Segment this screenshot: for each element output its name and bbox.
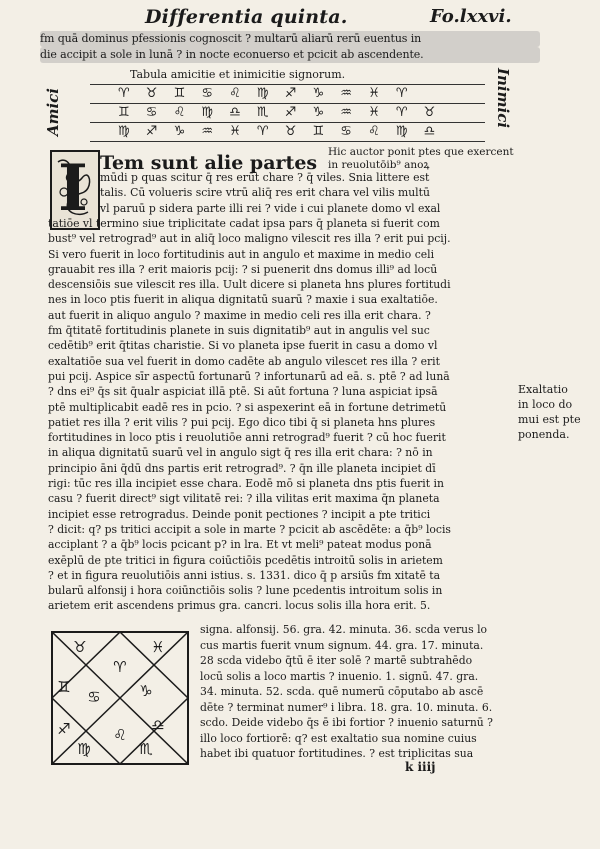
body-line: fm q̄titatē fortitudinis planete in suis dignitatib⁹ aut in angulis vel suc <box>48 324 430 337</box>
horoscope-figure <box>50 630 190 766</box>
body-line: bust⁹ vel retrograd⁹ aut in aliq̄ loco maligno vilescit res illa ? erit pui pcij. <box>48 232 451 246</box>
body-line: incipiet esse retrogradus. Deinde ponit pectiones ? incipit a pte tritici <box>48 507 431 521</box>
chart-text-line: habet ibi quatuor fortitudines. ? est triplicitas sua <box>200 747 474 760</box>
body-line: exēplū de pte tritici in figura coiūctiōis pcedētis introitū solis in arietem <box>48 553 443 567</box>
gloss-text: Hic auctor ponit ptes que exercent in reuolutōib⁹ anoꝝ <box>328 146 514 171</box>
running-head <box>0 4 600 30</box>
margin-note-line: ponenda. <box>518 428 570 441</box>
body-line: ? et in figura reuolutiōis anni istius. s. 1331. dico q̄ p arsiūs fm xitatē ta <box>48 568 441 582</box>
chart-text-line: 34. minuta. 52. scda. quē numerū cōputabo ab ascē <box>200 685 484 698</box>
zodiac-sign-icon: ♉ <box>73 638 87 656</box>
chart-text-line: locū solis a loco martis ? inuenio. 1. signū. 47. gra. <box>200 669 479 683</box>
body-line: arietem erit ascendens primus gra. cancri. locus solis illa hora erit. 5. <box>48 599 431 613</box>
table-caption: Tabula amicitie et inimicitie signorum. <box>130 68 346 81</box>
body-line: pui pcij. Aspice sīr aspectū fortunarū ? infortunarū ad eā. s. ptē ? ad lunā <box>48 369 450 383</box>
table-rule <box>90 103 485 104</box>
body-line: vl paruū p sidera parte illi rei ? vide i cui planete domo vl exal <box>100 201 441 215</box>
body-line: cedētib⁹ erit q̄titas charistie. Si vo planeta ipse fuerit in casu a domo vl <box>48 339 438 353</box>
body-line: rigi: tūc res illa incipiet esse chara. Eodē mō si planeta dns ptis fuerit in <box>48 477 444 490</box>
zodiac-sign-icon: ♑ <box>139 682 153 700</box>
body-line: bularū alfonsij i hora coiūnctiōis solis ? lune pcedentis introitum solis in <box>48 584 443 598</box>
zodiac-sign-icon: ♍ <box>77 740 91 758</box>
body-line: tatiōe vl termino siue triplicitate cadat ipsa pars q̄ planeta si fuerit com <box>48 216 440 230</box>
body-line: talis. Cū volueris scire vtrū aliq̄ res erit chara vel vilis multū <box>100 186 430 200</box>
body-line: exaltatiōe sua vel fuerit in domo cadēte ab angulo vilescet res illa ? erit <box>48 354 440 368</box>
folio-number: Fo.lxxvi. <box>430 6 512 27</box>
body-line: casu ? fuerit direct⁹ sigt vilitatē rei: ? illa vilitas erit maxima q̄n planeta <box>48 492 440 506</box>
body-line: ? dicit: q? ps tritici accipit a sole in marte ? pcicit ab ascēdēte: a q̄b⁹ locis <box>48 522 451 536</box>
body-line: Si vero fuerit in loco fortitudinis aut in angulo et maxime in medio celi <box>48 247 435 261</box>
zodiac-sign-icon: ♊ <box>57 678 71 696</box>
zodiac-sign-icon: ♓ <box>151 638 165 656</box>
zodiac-sign-icon: ♋ <box>87 688 101 706</box>
running-head-title: Differentia quinta. <box>145 6 348 28</box>
body-line: principio āni q̄dū dns partis erit retrograd⁹. ? q̄n ille planeta incipiet dī <box>48 461 436 475</box>
chart-text-line: cus martis fuerit vnum signum. 44. gra. 17. minuta. <box>200 638 484 652</box>
chart-text-line: signa. alfonsij. 56. gra. 42. minuta. 36. scda verus lo <box>200 623 488 636</box>
body-line: fortitudines in loco ptis i reuolutiōe anni retrograd⁹ fuerit ? cū hoc fuerit <box>48 431 446 445</box>
chart-text-line: 28 scda videbo q̄tū ē iter solē ? martē subtrahēdo <box>200 654 473 667</box>
sign-row: ♍ ♐ ♑ ♒ ♓ ♈ ♉ ♊ ♋ ♌ ♍ ♎ <box>118 124 442 139</box>
text-line: die accipit a sole in lunā ? in nocte econuerso et pcicit ab ascendente. <box>40 48 424 61</box>
body-line: patiet res illa ? erit vilis ? pui pcij. Ego dico tibi q̄ si planeta hns plures <box>48 415 436 429</box>
body-line: acciplant ? a q̄b⁹ locis pcicant p? in lra. Et vt meli⁹ pateat modus ponā <box>48 538 432 552</box>
initial-letter: I <box>58 151 88 226</box>
table-label-inimici: Inimici <box>494 68 512 129</box>
opening-words: Tem sunt alie partes <box>100 152 318 174</box>
zodiac-sign-icon: ♌ <box>113 726 127 744</box>
body-line: grauabit res illa ? erit maioris pcij: ? si puenerit dns domus illi⁹ ad locū <box>48 262 438 276</box>
chart-text-line: illo loco fortiorē: q? est exaltatio sua nomine cuius <box>200 731 477 745</box>
body-line: ? dns ei⁹ q̄s sit q̄ualr aspiciat illā ptē. Si aūt fortuna ? luna aspiciat ipsā <box>48 385 438 399</box>
body-line: ptē multiplicabit eadē res in pcio. ? si aspexerint eā in fortune detrimetū <box>48 400 447 414</box>
margin-note-line: mui est pte <box>518 413 581 426</box>
chart-text-line: dēte ? terminat numer⁹ i libra. 18. gra. 10. minuta. 6. <box>200 700 493 714</box>
table-rule <box>90 122 485 123</box>
body-line: mūdi p quas scitur q̄ res erūt chare ? q̄ viles. Snia littere est <box>100 171 430 184</box>
margin-note-line: Exaltatio <box>518 383 568 396</box>
zodiac-sign-icon: ♎ <box>151 716 165 734</box>
body-line: aut fuerit in aliquo angulo ? maxime in medio celi res illa erit chara. ? <box>48 308 431 322</box>
horoscope-diagram <box>50 630 190 766</box>
text-line: fm quā dominus pfessionis cognoscit ? multarū aliarū rerū euentus in <box>40 32 422 45</box>
sign-row: ♈ ♉ ♊ ♋ ♌ ♍ ♐ ♑ ♒ ♓ ♈ <box>118 86 414 101</box>
body-line: nes in loco ptis fuerit in aliqua dignitatū suarū ? maxie i sua exaltatiōe. <box>48 293 438 307</box>
body-line: in aliqua dignitatū suarū vel in angulo sigt q̄ res illa erit chara: ? nō in <box>48 446 433 460</box>
body-line: descensiōis sue vilescit res illa. Uult dicere si planeta hns plures fortitudi <box>48 278 451 292</box>
table-rule <box>90 84 485 85</box>
margin-note <box>518 382 598 442</box>
margin-note-line: in loco do <box>518 398 573 411</box>
zodiac-sign-icon: ♐ <box>57 720 71 738</box>
chart-text-line: scdo. Deide videbo q̄s ē ibi fortior ? inuenio saturnū ? <box>200 716 493 729</box>
table-rule <box>90 141 485 142</box>
zodiac-sign-icon: ♏ <box>139 740 153 758</box>
sign-row: ♊ ♋ ♌ ♍ ♎ ♏ ♐ ♑ ♒ ♓ ♈ ♉ <box>118 105 442 120</box>
zodiac-sign-icon: ♈ <box>113 658 127 676</box>
table-label-amici: Amici <box>44 88 62 137</box>
signature-mark: k iiij <box>405 760 436 774</box>
